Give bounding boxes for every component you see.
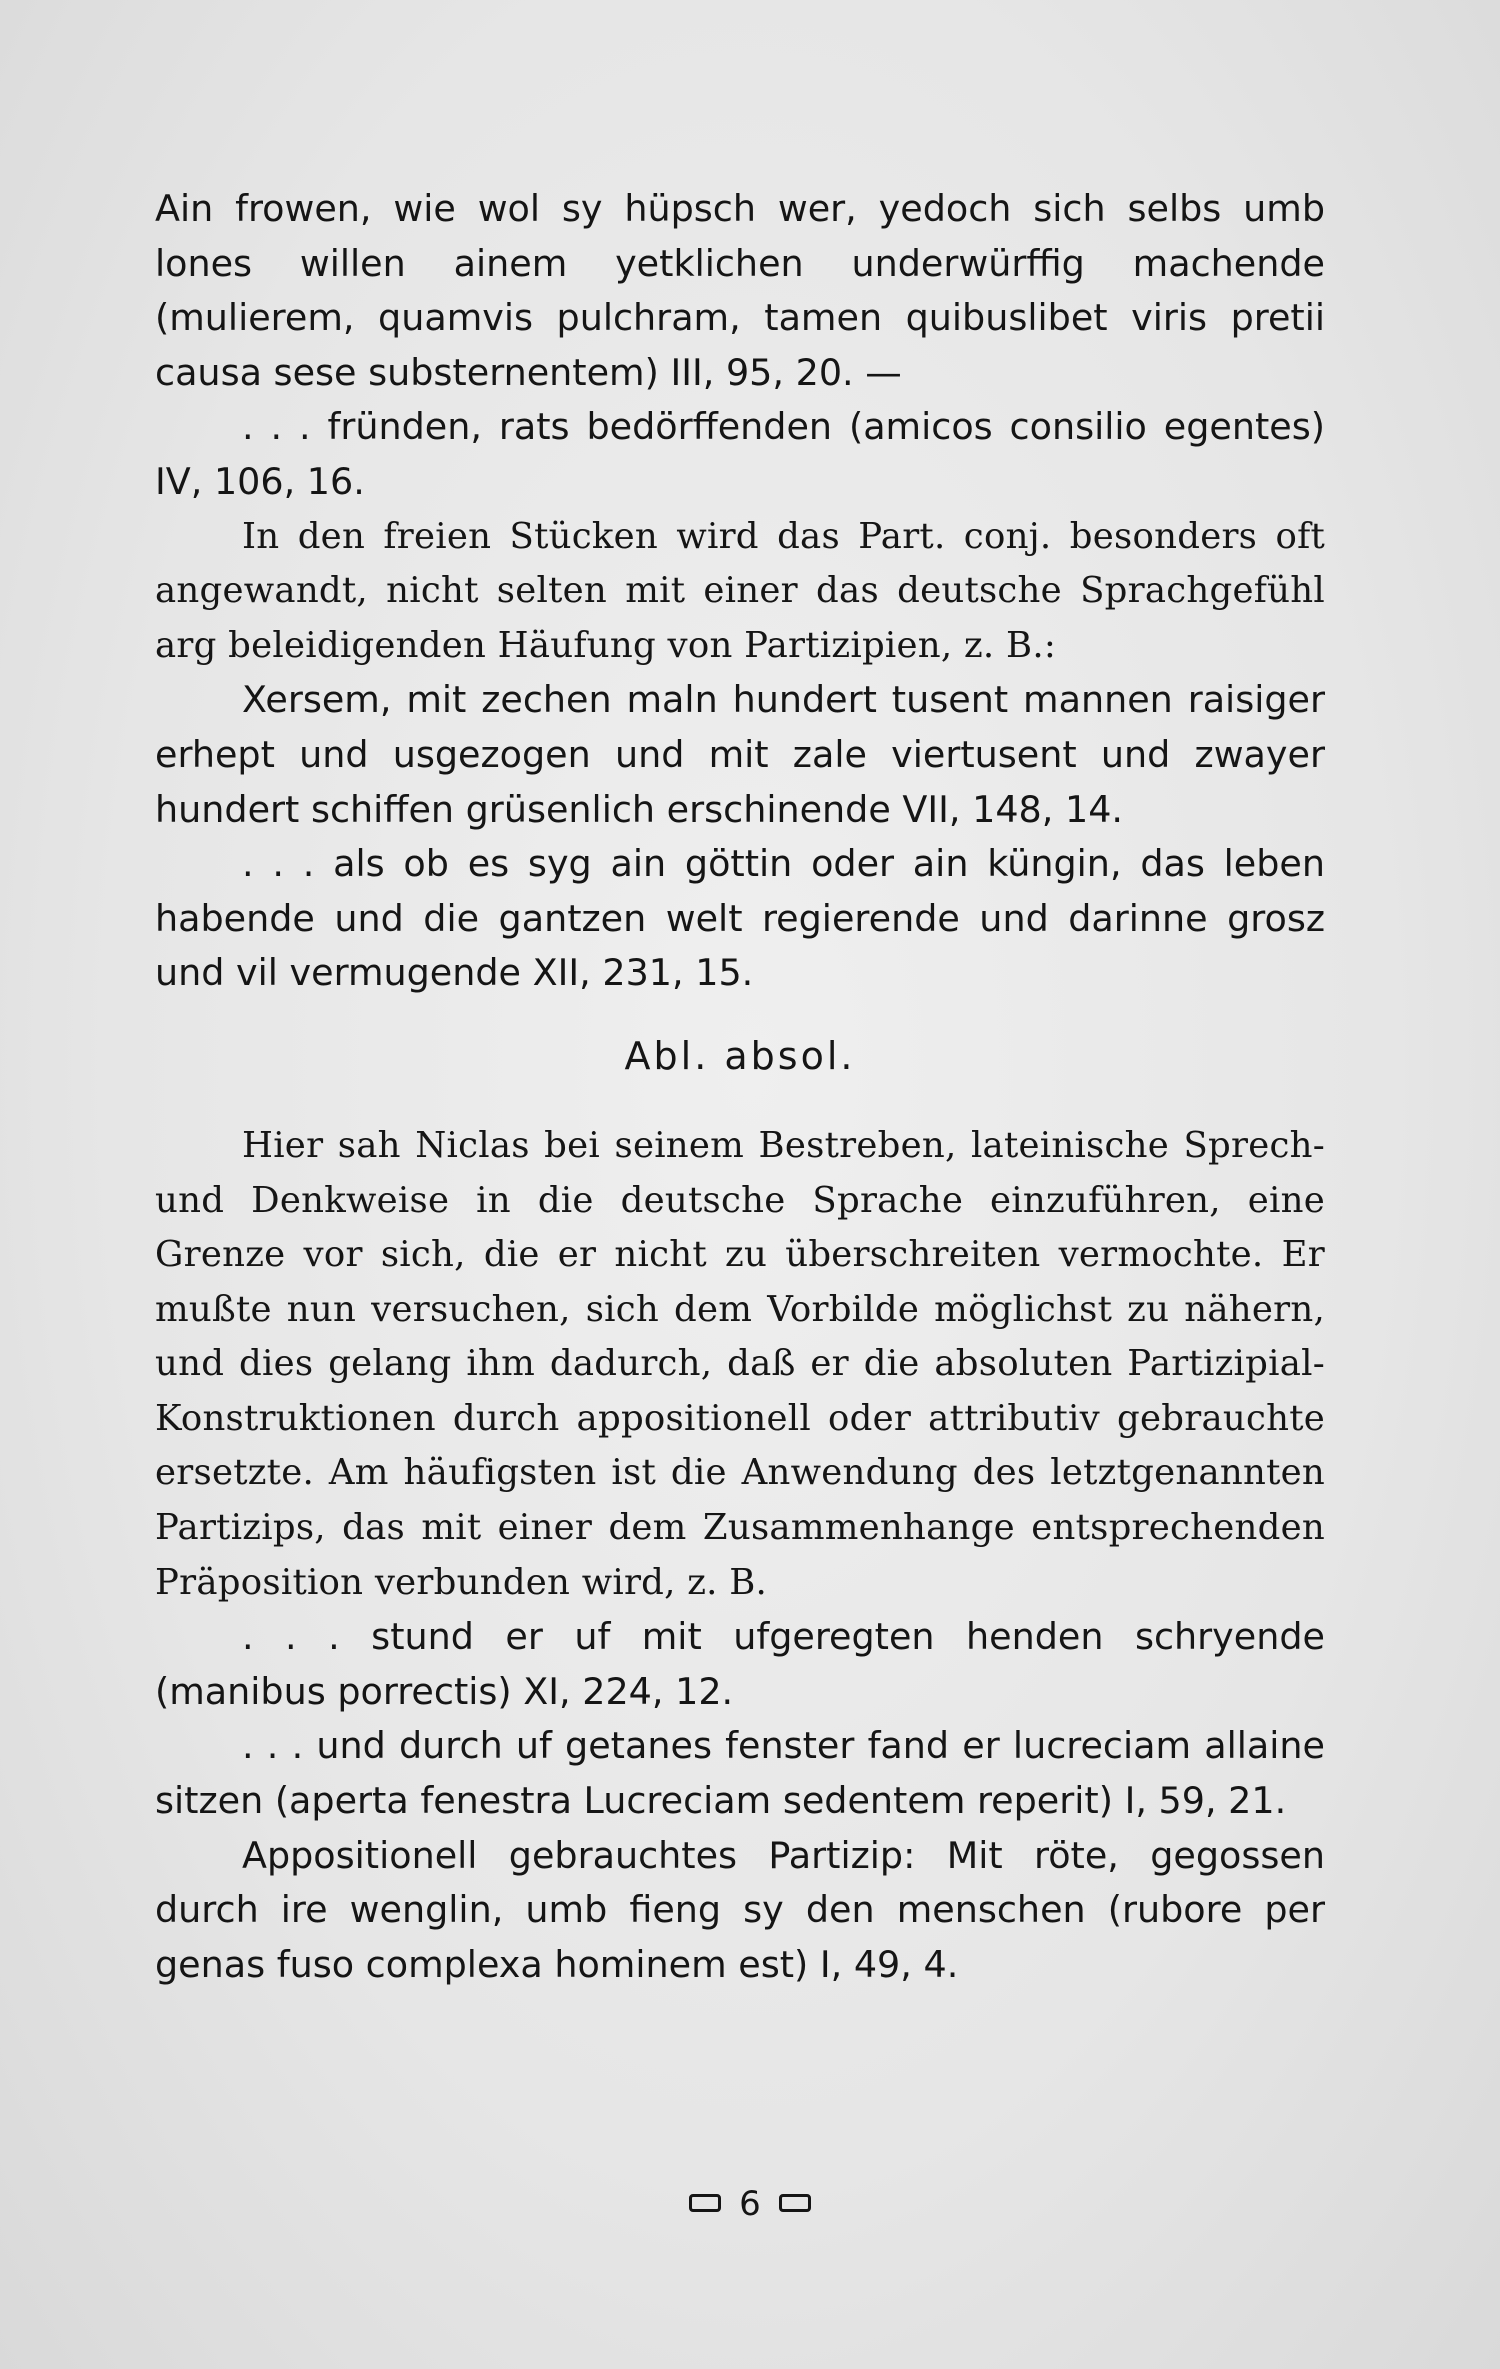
paragraph-quote-stund: . . . stund er uf mit ufgeregten henden schryende (manibus porrectis) XI, 224, 12. xyxy=(155,1615,1325,1713)
paragraph-niclas: Hier sah Niclas bei seinem Bestreben, lateinische Sprech- und Denkweise in die deutsche Sprache einzuführen, eine Grenze vor sich, die er nicht zu überschreiten vermochte. Er mußte nun versuchen, sich dem Vorbilde möglichst zu nähern, und dies gelang ihm dadurch, daß er die absoluten Partizipial-Konstruktionen durch appositionell oder attributiv gebrauchte ersetzte. Am häufigsten ist die Anwendung des letztgenannten Partizips, das mit einer dem Zusammenhange entsprechenden Präposition verbunden wird, z. B. xyxy=(155,1124,1325,1603)
paragraph-quote-gottin: . . . als ob es syg ain göttin oder ain küngin, das leben habende und die gantzen welt regierende und darinne grosz und vil vermugende XII, 231, 15. xyxy=(155,842,1325,995)
paragraph-appositionell: Appositionell gebrauchtes Partizip: Mit röte, gegossen durch ire wenglin, umb fieng sy den menschen (rubore per genas fuso complexa hominem est) I, 49, 4. xyxy=(155,1833,1325,1986)
ornament-box-right-icon xyxy=(779,2194,811,2212)
paragraph-quote-xersem: Xersem, mit zechen maln hundert tusent mannen raisiger erhept und usgezogen und mit zale viertusent und zwayer hundert schiffen grüsenlich erschinende VII, 148, 14. xyxy=(155,678,1325,831)
paragraph-quote-fenster: . . . und durch uf getanes fenster fand er lucreciam allaine sitzen (aperta fenestra Lucreciam sedentem reperit) I, 59, 21. xyxy=(155,1724,1325,1823)
paragraph-quote-frowen: Ain frowen, wie wol sy hüpsch wer, yedoch sich selbs umb lones willen ainem yetklichen underwürffig machende (mulierem, quamvis pulchram, tamen quibuslibet viris pretii causa sese substernentem) III, 95, 20. — xyxy=(155,187,1325,394)
ornament-box-left-icon xyxy=(689,2194,721,2212)
paragraph-part-conj: In den freien Stücken wird das Part. conj. besonders oft angewandt, nicht selten mit einer das deutsche Sprachgefühl arg beleidigenden Häufung von Partizipien, z. B.: xyxy=(155,515,1325,666)
page-number-value: 6 xyxy=(739,2184,761,2224)
paragraph-quote-frunden: . . . fründen, rats bedörffenden (amicos consilio egentes) IV, 106, 16. xyxy=(155,405,1325,503)
page-body xyxy=(155,182,1325,1992)
section-heading-abl-absol: Abl. absol. xyxy=(624,1033,856,1078)
page-number xyxy=(0,2184,1500,2224)
